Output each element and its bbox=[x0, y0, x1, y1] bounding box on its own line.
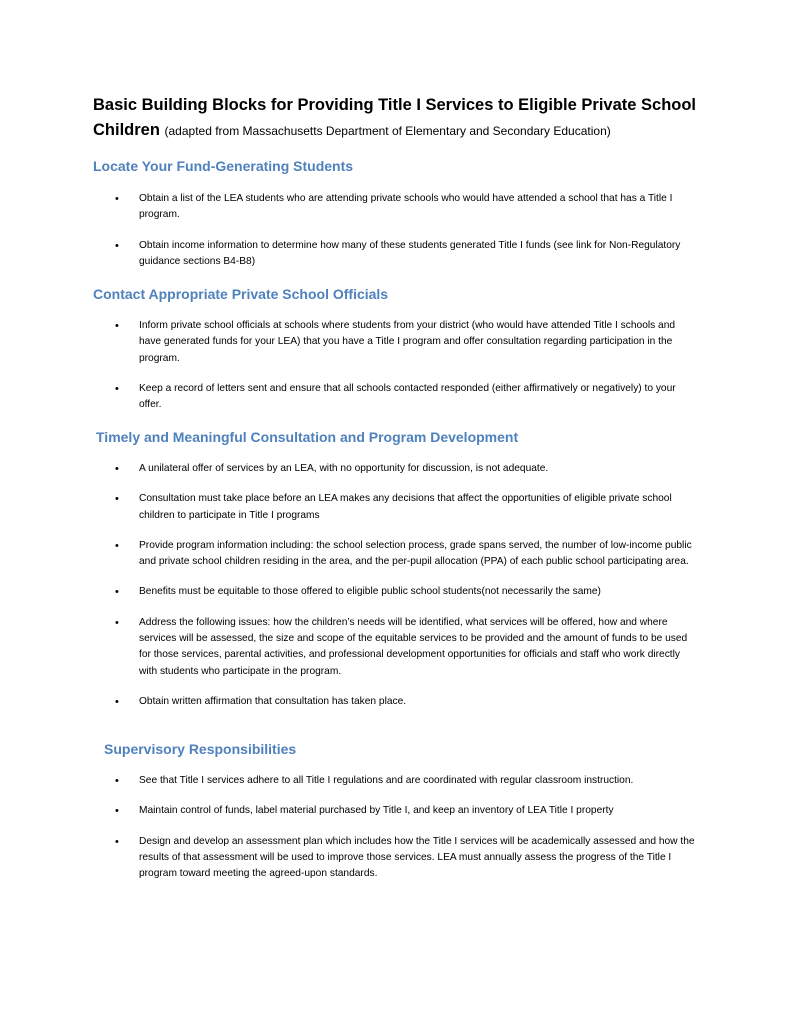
section-list-locate bbox=[139, 191, 699, 270]
list-item: • Obtain written affirmation that consultation has taken place. bbox=[139, 694, 699, 710]
section-list-consultation bbox=[139, 461, 699, 710]
section-heading-locate: Locate Your Fund-Generating Students bbox=[93, 158, 354, 174]
section-heading-supervisory: Supervisory Responsibilities bbox=[104, 741, 297, 757]
list-item: • See that Title I services adhere to all Title I regulations and are coordinated with regular classroom instruction. bbox=[139, 773, 699, 789]
list-item: • Obtain income information to determine how many of these students generated Title I funds (see link for Non-Regulatory guidance sections B4-B8) bbox=[139, 238, 699, 271]
section-heading-consultation: Timely and Meaningful Consultation and Program Development bbox=[96, 429, 519, 445]
list-item: • Provide program information including: the school selection process, grade spans served, the number of low-income public and private school children residing in the area, and the per-pupil allocation (PPA) of each public school participating area. bbox=[139, 538, 699, 571]
list-item: • Design and develop an assessment plan which includes how the Title I services will be academically assessed and how the results of that assessment will be used to improve those services. LEA must annually assess the progress of the Title I program toward meeting the agreed-upon standards. bbox=[139, 834, 699, 883]
list-item: • Address the following issues: how the children’s needs will be identified, what services will be offered, how and where services will be assessed, the size and scope of the equitable services to be provided and the amount of funds to be used for those services, parental activities, and professional development opportunities for officials and staff who work directly with students who participate in the program. bbox=[139, 615, 699, 680]
title-line-2 bbox=[93, 118, 733, 144]
list-item: • Benefits must be equitable to those offered to eligible public school students(not necessarily the same) bbox=[139, 584, 699, 600]
title-line-1: Basic Building Blocks for Providing Title I Services to Eligible Private School bbox=[93, 96, 697, 114]
section-list-contact bbox=[139, 318, 699, 413]
title-line-2-text: Children bbox=[93, 121, 160, 139]
list-item: • Obtain a list of the LEA students who are attending private schools who would have attended a school that has a Title I program. bbox=[139, 191, 699, 224]
section-heading-contact: Contact Appropriate Private School Officials bbox=[93, 286, 389, 302]
list-item: • Maintain control of funds, label material purchased by Title I, and keep an inventory of LEA Title I property bbox=[139, 803, 699, 819]
list-item: • Consultation must take place before an LEA makes any decisions that affect the opportunities of eligible private school children to participate in Title I programs bbox=[139, 491, 699, 524]
section-list-supervisory bbox=[139, 773, 699, 882]
document-title bbox=[93, 93, 733, 144]
list-item: • Inform private school officials at schools where students from your district (who would have attended Title I schools and have generated funds for your LEA) that you have a Title I program and offer consultation regarding participation in the program. bbox=[139, 318, 699, 367]
list-item: • Keep a record of letters sent and ensure that all schools contacted responded (either affirmatively or negatively) to your offer. bbox=[139, 381, 699, 414]
list-item: • A unilateral offer of services by an LEA, with no opportunity for discussion, is not adequate. bbox=[139, 461, 699, 477]
title-subtitle: (adapted from Massachusetts Department of Elementary and Secondary Education) bbox=[164, 124, 611, 138]
